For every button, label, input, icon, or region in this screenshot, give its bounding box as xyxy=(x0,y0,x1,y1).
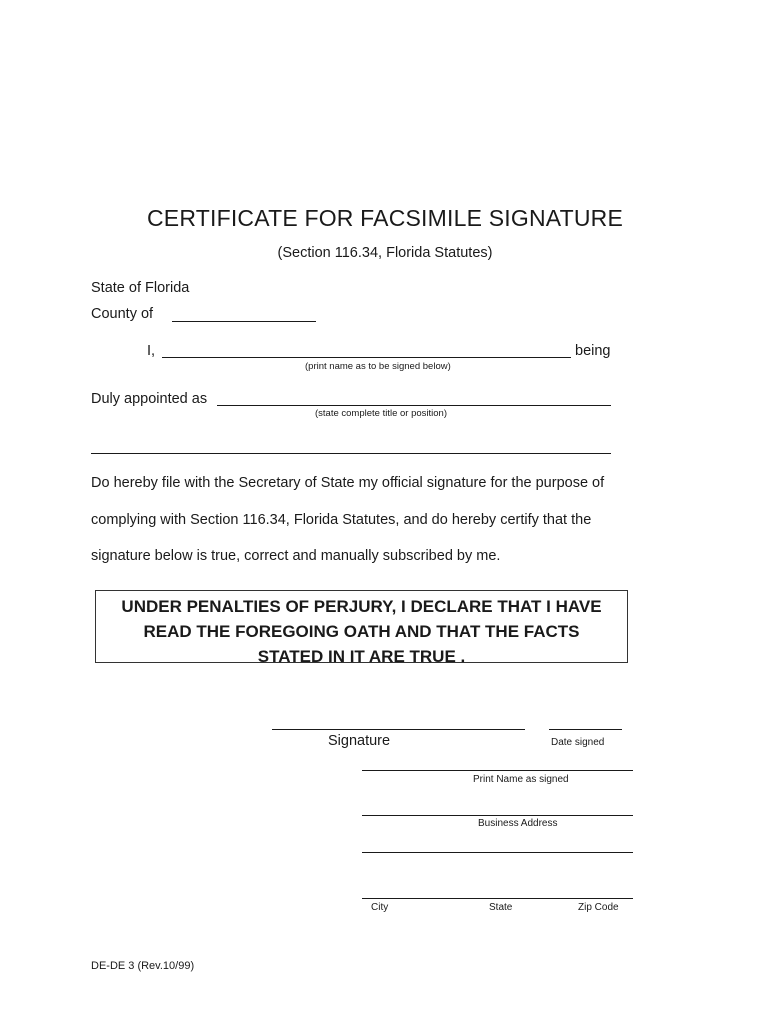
business-address-field-2[interactable] xyxy=(362,852,633,853)
title-field[interactable] xyxy=(217,405,611,406)
date-signed-field[interactable] xyxy=(549,729,622,730)
print-name-hint: (print name as to be signed below) xyxy=(305,361,451,372)
statement-line-1: Do hereby file with the Secretary of State my official signature for the purpose of xyxy=(91,475,605,491)
zip-code-label: Zip Code xyxy=(578,902,619,913)
perjury-line-2: READ THE FOREGOING OATH AND THAT THE FACTS xyxy=(143,622,580,641)
signature-field[interactable] xyxy=(272,729,525,730)
being-label: being xyxy=(575,343,611,359)
statement-line-2: complying with Section 116.34, Florida Statutes, and do hereby certify that the xyxy=(91,512,592,528)
form-number: DE-DE 3 (Rev.10/99) xyxy=(91,960,195,972)
state-field-label: State xyxy=(489,902,513,913)
perjury-declaration-box xyxy=(95,590,628,666)
title-hint: (state complete title or position) xyxy=(315,408,448,419)
county-field[interactable] xyxy=(172,321,316,322)
business-address-field[interactable] xyxy=(362,815,633,816)
business-address-label: Business Address xyxy=(478,818,558,829)
i-label: I, xyxy=(147,343,156,359)
city-label: City xyxy=(371,902,389,913)
county-label: County of xyxy=(91,306,154,322)
perjury-line-1: UNDER PENALTIES OF PERJURY, I DECLARE THAT I HAVE xyxy=(121,597,602,616)
title-field-continued[interactable] xyxy=(91,453,611,454)
state-label: State of Florida xyxy=(91,280,190,296)
duly-appointed-label: Duly appointed as xyxy=(91,391,208,407)
form-subtitle: (Section 116.34, Florida Statutes) xyxy=(277,245,493,261)
date-signed-label: Date signed xyxy=(551,737,605,748)
city-state-zip-field[interactable] xyxy=(362,898,633,899)
name-field[interactable] xyxy=(162,357,571,358)
print-name-field[interactable] xyxy=(362,770,633,771)
statement-line-3: signature below is true, correct and manually subscribed by me. xyxy=(91,548,501,564)
signature-label: Signature xyxy=(328,733,391,749)
perjury-line-3: STATED IN IT ARE TRUE . xyxy=(257,647,466,666)
print-name-signed-label: Print Name as signed xyxy=(473,774,569,785)
form-title: CERTIFICATE FOR FACSIMILE SIGNATURE xyxy=(147,205,623,231)
